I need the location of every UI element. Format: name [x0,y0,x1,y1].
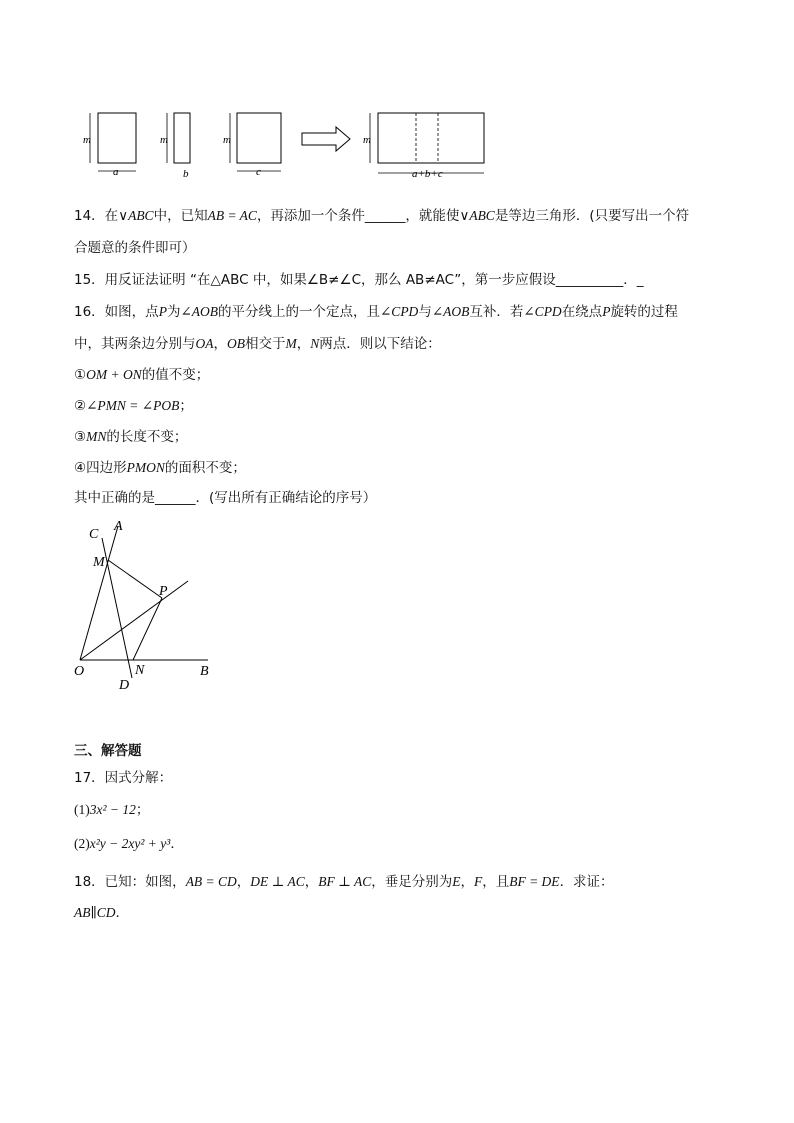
label-c: c [256,166,261,178]
rect-c [237,113,281,163]
q18-c: ， [236,874,251,890]
q16-t5: 在绕点 [561,304,603,320]
q16-l2d: ， [296,336,311,352]
q18-l: BF = DE [509,874,560,889]
question-18-line2 [74,903,129,923]
q16-l2e: 两点．则以下结论： [319,336,441,352]
label-m-1: m [83,134,91,146]
rect-a [98,113,136,163]
question-16-line1 [74,302,678,322]
c3-num: ③ [74,429,87,445]
label-b: b [183,168,189,180]
arrow-right-icon [302,127,350,151]
q14-triangle2: ∨ABC [459,208,495,223]
q16-angle-aob2: ∠AOB [431,304,470,319]
c2-expr: ∠PMN = ∠POB [86,398,180,413]
ray-oa [80,526,118,660]
label-N: N [135,663,145,678]
q16-ob: OB [227,336,245,351]
label-D: D [119,678,130,693]
q17-p1-end: ； [135,802,150,818]
question-16-line2 [74,334,441,354]
q16-t6: 旋转的过程 [610,304,678,320]
c3-text: 的长度不变； [106,429,188,445]
conclusion-2 [74,396,193,416]
q16-t4: 互补．若 [469,304,524,320]
q17-p2-expr: x²y − 2xy² + y³ [89,836,171,851]
q16-angle-cpd2: ∠CPD [523,304,562,319]
label-B: B [200,664,209,679]
q17-p2-end: ． [170,836,184,852]
q18-g: ，垂足分别为 [371,874,453,890]
c1-num: ① [74,367,87,383]
section-title: 三、解答题 [74,743,142,759]
q16-t2: 的平分线上的一个定点，且 [218,304,380,320]
label-a: a [113,166,119,178]
bisector-op [80,581,188,660]
c2-num: ② [74,398,87,414]
q18-i: ， [460,874,474,890]
q16-num: 16．如图，点 [74,304,159,320]
conclusion-1 [74,365,209,385]
c4-expr: PMON [126,460,165,475]
q16-t3: 与 [418,304,432,320]
segment-mp [108,560,162,598]
question-14-line2: 合题意的条件即可） [74,240,196,256]
question-17-part1 [74,800,149,820]
rectangles-figure [80,105,500,185]
q16-l2a: 中，其两条边分别与 [74,336,196,352]
q17-p2-label: (2) [74,836,90,851]
rect-combined [378,113,484,163]
c1-expr: OM + ON [86,367,142,382]
q16-oa: OA [195,336,214,351]
c1-text: 的值不变； [141,367,210,383]
q17-p1-label: (1) [74,802,90,817]
q18-j: F [473,874,483,889]
q18-h: E [452,874,461,889]
q17-p1-expr: 3x² − 12 [89,802,136,817]
geometry-figure-16 [66,518,226,693]
q16-l2c: 相交于 [245,336,286,352]
q16-l2b: ， [213,336,227,352]
label-O: O [74,664,85,679]
q14-num: 14．在 [74,208,119,224]
question-18-line1 [74,872,614,892]
question-15: 15．用反证法证明 “在△ABC 中，如果∠B≠∠C，那么 AB≠AC”，第一步应假设__________．_ [74,272,644,288]
label-sum: a+b+c [412,168,443,180]
line-cd [102,538,132,678]
label-m-3: m [223,134,231,146]
conclusion-3 [74,427,187,447]
q18-a: 18．已知：如图， [74,874,186,890]
q14-text1: 中，已知 [153,208,208,224]
q18-k: ，且 [482,874,510,890]
q14-text2: ，再添加一个条件______，就能使 [256,208,460,224]
label-m-4: m [363,134,371,146]
q14-condition: AB = AC [207,208,257,223]
question-14-line1 [74,206,689,226]
c3-expr: MN [86,429,107,444]
c4-num: ④四边形 [74,460,127,476]
q16-t1: 为 [166,304,181,320]
q16-angle-aob: ∠AOB [180,304,218,319]
label-m-2: m [160,134,168,146]
q18-b: AB = CD [185,874,237,889]
label-P: P [159,584,168,599]
conclusion-4 [74,458,246,478]
q18-e: ， [304,874,319,890]
rect-b [174,113,190,163]
q16-m: M [285,336,297,351]
q16-n: N [310,336,320,351]
q14-triangle: ∨ABC [118,208,154,223]
question-17-title: 17．因式分解： [74,770,173,786]
q16-point-p2: P [602,304,611,319]
q18-m: ．求证： [559,874,614,890]
q18-conclusion: AB∥CD [74,905,116,920]
question-17-part2 [74,834,184,854]
q18-end: ． [115,905,129,921]
label-C: C [89,527,99,542]
question-16-answer: 其中正确的是______．(写出所有正确结论的序号） [74,490,377,506]
q18-f: BF ⊥ AC [318,874,372,889]
c2-text: ； [179,398,193,414]
label-M: M [93,555,105,570]
c4-text: 的面积不变； [164,460,246,476]
q18-d: DE ⊥ AC [250,874,305,889]
q16-point-p: P [158,304,167,319]
segment-pn [133,598,162,660]
q14-text3: 是等边三角形．(只要写出一个符 [494,208,690,224]
label-A: A [114,519,123,534]
q16-angle-cpd: ∠CPD [380,304,419,319]
